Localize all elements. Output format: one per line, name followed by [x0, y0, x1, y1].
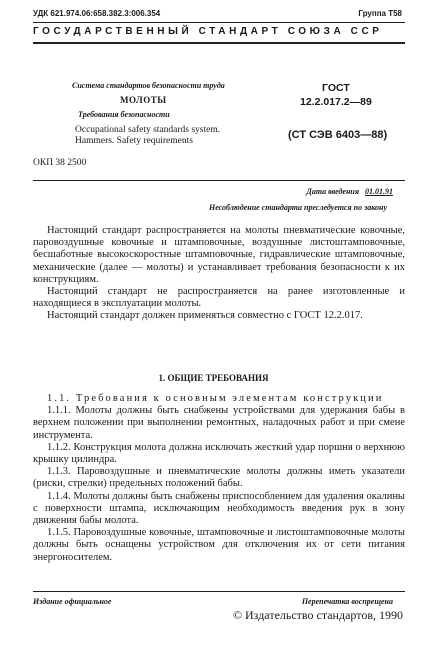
reprint-notice: Перепечатка воспрещена	[301, 597, 393, 606]
gost-number: 12.2.017.2—89	[300, 96, 372, 108]
intro-body	[33, 225, 405, 323]
group-code: Группа Т58	[358, 9, 402, 18]
clause-1-1-1: 1.1.1. Молоты должны быть снабжены устройствами для удержания бабы в верхнем положении при выполнении ремонтных, наладочных работ и при смене инструмента.	[33, 405, 405, 441]
clause-1-1-5: 1.1.5. Паровоздушные ковочные, штамповочные и листоштамповочные молоты должны быть оснащены устройством для отключения их от сети питания энергоносителем.	[33, 527, 405, 563]
clause-1-1: 1.1. Требования к основным элементам конструкции	[47, 393, 384, 404]
scope-paragraph: Настоящий стандарт распространяется на молоты пневматические ковочные, паровоздушные ковочные и штамповочные, воздушные листоштамповочные, бесшаботные высокоскоростные штамповочные, гидравлические штамповочные, механические (далее — молоты) и устанавливает требования безопасности к их конструкциям.	[33, 225, 405, 285]
joint-use-paragraph: Настоящий стандарт должен применяться совместно с ГОСТ 12.2.017.	[47, 310, 363, 322]
section-heading: 1. ОБЩИЕ ТРЕБОВАНИЯ	[158, 373, 269, 383]
header-rule-top	[33, 22, 405, 23]
english-title-line-1: Occupational safety standards system.	[75, 125, 221, 135]
copyright-line: © Издательство стандартов, 1990	[232, 608, 403, 622]
effective-date	[306, 187, 393, 196]
clause-1-1-2: 1.1.2. Конструкция молота должна исключать жесткий удар поршня о верхнюю крышку цилиндра.	[33, 441, 405, 466]
clause-1-1-4: 1.1.4. Молоты должны быть снабжены приспособлением для удаления окалины с поверхности штампа, исключающим необходимость введения рук в зону движения бабы молота.	[33, 490, 405, 527]
st-sev-designation: (СТ СЭВ 6403—88)	[288, 129, 388, 141]
clause-1-1-3: 1.1.3. Паровоздушные и пневматические молоты должны иметь указатели (риски, стрелки) предельных положений бабы.	[33, 466, 405, 490]
footer-rule	[33, 591, 405, 592]
titleblock-rule	[33, 180, 405, 181]
english-title-line-2: Hammers. Safety requirements	[75, 136, 193, 146]
gost-label: ГОСТ	[322, 82, 350, 94]
state-standard-banner: ГОСУДАРСТВЕННЫЙ СТАНДАРТ СОЮЗА ССР	[33, 26, 383, 37]
document-subtitle: Требования безопасности	[78, 110, 170, 119]
legal-warning: Несоблюдение стандарта преследуется по закону	[209, 203, 387, 212]
effective-date-label: Дата введения	[306, 187, 359, 196]
effective-date-value: 01.01.91	[365, 187, 393, 196]
document-title: МОЛОТЫ	[120, 95, 167, 105]
udk-code: УДК 621.974.06:658.382.3:006.354	[33, 9, 161, 18]
gost-designation	[300, 81, 372, 109]
official-edition-label: Издание официальное	[33, 597, 112, 606]
standards-system-label: Система стандартов безопасности труда	[72, 81, 225, 90]
okp-code: ОКП 38 2500	[33, 158, 87, 168]
english-title	[75, 125, 250, 147]
exclusion-paragraph: Настоящий стандарт не распространяется на ранее изготовленные и находящиеся в эксплуатации молоты.	[33, 286, 405, 310]
section-body	[33, 393, 405, 564]
header-rule-bottom	[33, 42, 405, 44]
